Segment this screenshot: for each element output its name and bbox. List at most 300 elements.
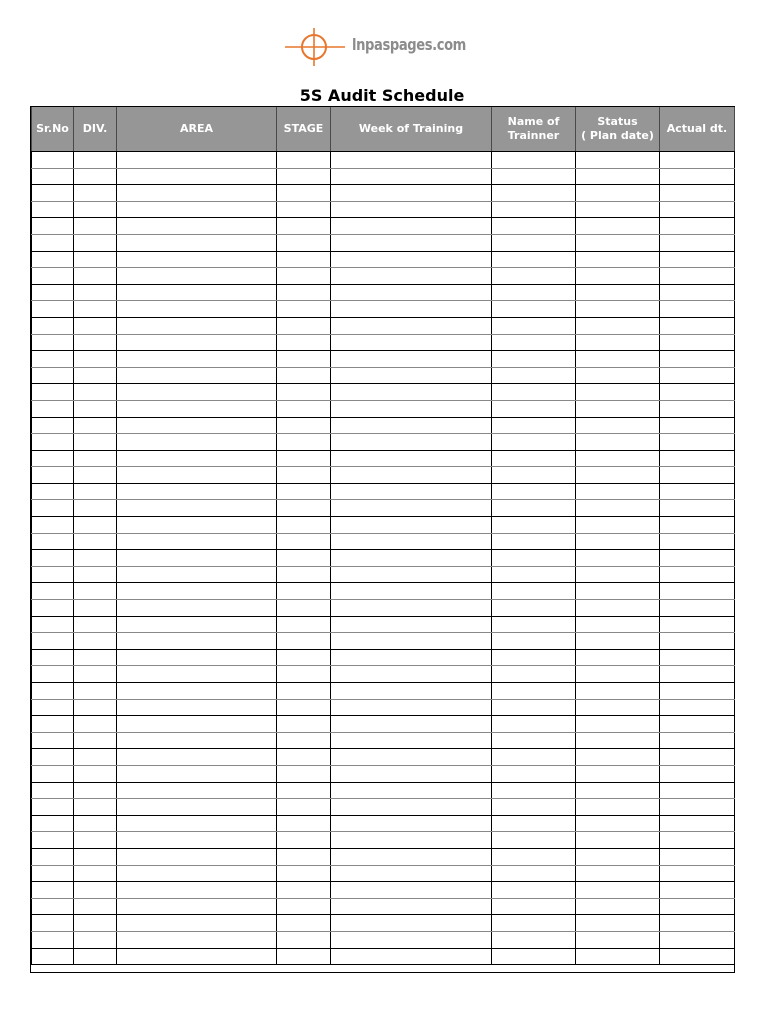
cell-area[interactable] <box>117 351 277 368</box>
cell-stage[interactable] <box>277 351 331 368</box>
cell-actual-date[interactable] <box>660 185 735 202</box>
cell-area[interactable] <box>117 732 277 749</box>
cell-sr-no[interactable] <box>32 268 74 285</box>
cell-actual-date[interactable] <box>660 500 735 517</box>
cell-actual-date[interactable] <box>660 417 735 434</box>
cell-sr-no[interactable] <box>32 931 74 948</box>
cell-status-plan-date[interactable] <box>576 848 660 865</box>
cell-area[interactable] <box>117 815 277 832</box>
cell-sr-no[interactable] <box>32 898 74 915</box>
cell-stage[interactable] <box>277 152 331 169</box>
cell-stage[interactable] <box>277 367 331 384</box>
cell-area[interactable] <box>117 782 277 799</box>
cell-sr-no[interactable] <box>32 832 74 849</box>
cell-sr-no[interactable] <box>32 334 74 351</box>
cell-div[interactable] <box>74 185 117 202</box>
cell-stage[interactable] <box>277 616 331 633</box>
cell-name-of-trainer[interactable] <box>492 566 576 583</box>
cell-name-of-trainer[interactable] <box>492 732 576 749</box>
cell-div[interactable] <box>74 931 117 948</box>
cell-stage[interactable] <box>277 931 331 948</box>
cell-status-plan-date[interactable] <box>576 550 660 567</box>
cell-area[interactable] <box>117 848 277 865</box>
cell-actual-date[interactable] <box>660 218 735 235</box>
cell-sr-no[interactable] <box>32 234 74 251</box>
cell-stage[interactable] <box>277 699 331 716</box>
cell-div[interactable] <box>74 848 117 865</box>
cell-status-plan-date[interactable] <box>576 152 660 169</box>
cell-name-of-trainer[interactable] <box>492 799 576 816</box>
cell-area[interactable] <box>117 483 277 500</box>
cell-area[interactable] <box>117 799 277 816</box>
cell-actual-date[interactable] <box>660 367 735 384</box>
cell-div[interactable] <box>74 201 117 218</box>
cell-week-of-training[interactable] <box>331 948 492 965</box>
cell-area[interactable] <box>117 168 277 185</box>
cell-name-of-trainer[interactable] <box>492 483 576 500</box>
cell-status-plan-date[interactable] <box>576 218 660 235</box>
cell-stage[interactable] <box>277 633 331 650</box>
cell-div[interactable] <box>74 500 117 517</box>
cell-week-of-training[interactable] <box>331 268 492 285</box>
cell-actual-date[interactable] <box>660 550 735 567</box>
cell-stage[interactable] <box>277 749 331 766</box>
cell-sr-no[interactable] <box>32 616 74 633</box>
cell-status-plan-date[interactable] <box>576 467 660 484</box>
cell-div[interactable] <box>74 948 117 965</box>
cell-week-of-training[interactable] <box>331 251 492 268</box>
cell-area[interactable] <box>117 334 277 351</box>
cell-area[interactable] <box>117 915 277 932</box>
cell-sr-no[interactable] <box>32 533 74 550</box>
cell-sr-no[interactable] <box>32 749 74 766</box>
cell-status-plan-date[interactable] <box>576 898 660 915</box>
cell-name-of-trainer[interactable] <box>492 782 576 799</box>
cell-area[interactable] <box>117 931 277 948</box>
cell-stage[interactable] <box>277 600 331 617</box>
cell-stage[interactable] <box>277 483 331 500</box>
cell-area[interactable] <box>117 384 277 401</box>
cell-week-of-training[interactable] <box>331 400 492 417</box>
cell-stage[interactable] <box>277 234 331 251</box>
cell-week-of-training[interactable] <box>331 234 492 251</box>
cell-week-of-training[interactable] <box>331 284 492 301</box>
cell-div[interactable] <box>74 666 117 683</box>
cell-div[interactable] <box>74 566 117 583</box>
cell-sr-no[interactable] <box>32 185 74 202</box>
cell-sr-no[interactable] <box>32 317 74 334</box>
cell-div[interactable] <box>74 583 117 600</box>
cell-week-of-training[interactable] <box>331 915 492 932</box>
cell-area[interactable] <box>117 268 277 285</box>
cell-name-of-trainer[interactable] <box>492 600 576 617</box>
cell-area[interactable] <box>117 301 277 318</box>
cell-area[interactable] <box>117 234 277 251</box>
cell-status-plan-date[interactable] <box>576 666 660 683</box>
cell-stage[interactable] <box>277 649 331 666</box>
cell-stage[interactable] <box>277 882 331 899</box>
cell-area[interactable] <box>117 152 277 169</box>
cell-sr-no[interactable] <box>32 782 74 799</box>
cell-sr-no[interactable] <box>32 815 74 832</box>
cell-status-plan-date[interactable] <box>576 832 660 849</box>
cell-area[interactable] <box>117 284 277 301</box>
cell-stage[interactable] <box>277 815 331 832</box>
cell-actual-date[interactable] <box>660 848 735 865</box>
cell-div[interactable] <box>74 517 117 534</box>
cell-status-plan-date[interactable] <box>576 400 660 417</box>
cell-name-of-trainer[interactable] <box>492 384 576 401</box>
cell-week-of-training[interactable] <box>331 483 492 500</box>
cell-div[interactable] <box>74 683 117 700</box>
cell-stage[interactable] <box>277 284 331 301</box>
cell-week-of-training[interactable] <box>331 815 492 832</box>
cell-div[interactable] <box>74 699 117 716</box>
cell-sr-no[interactable] <box>32 600 74 617</box>
cell-sr-no[interactable] <box>32 251 74 268</box>
cell-area[interactable] <box>117 500 277 517</box>
cell-name-of-trainer[interactable] <box>492 301 576 318</box>
cell-stage[interactable] <box>277 334 331 351</box>
cell-name-of-trainer[interactable] <box>492 550 576 567</box>
cell-div[interactable] <box>74 218 117 235</box>
cell-status-plan-date[interactable] <box>576 284 660 301</box>
cell-sr-no[interactable] <box>32 649 74 666</box>
cell-week-of-training[interactable] <box>331 152 492 169</box>
cell-area[interactable] <box>117 400 277 417</box>
cell-name-of-trainer[interactable] <box>492 367 576 384</box>
cell-week-of-training[interactable] <box>331 334 492 351</box>
cell-area[interactable] <box>117 616 277 633</box>
cell-sr-no[interactable] <box>32 799 74 816</box>
cell-name-of-trainer[interactable] <box>492 434 576 451</box>
cell-sr-no[interactable] <box>32 699 74 716</box>
cell-stage[interactable] <box>277 185 331 202</box>
cell-week-of-training[interactable] <box>331 683 492 700</box>
cell-week-of-training[interactable] <box>331 616 492 633</box>
cell-status-plan-date[interactable] <box>576 882 660 899</box>
cell-sr-no[interactable] <box>32 732 74 749</box>
cell-name-of-trainer[interactable] <box>492 152 576 169</box>
cell-div[interactable] <box>74 832 117 849</box>
cell-stage[interactable] <box>277 765 331 782</box>
cell-sr-no[interactable] <box>32 367 74 384</box>
cell-div[interactable] <box>74 765 117 782</box>
cell-week-of-training[interactable] <box>331 782 492 799</box>
cell-sr-no[interactable] <box>32 417 74 434</box>
cell-area[interactable] <box>117 898 277 915</box>
cell-area[interactable] <box>117 367 277 384</box>
cell-name-of-trainer[interactable] <box>492 931 576 948</box>
cell-actual-date[interactable] <box>660 434 735 451</box>
cell-name-of-trainer[interactable] <box>492 583 576 600</box>
cell-name-of-trainer[interactable] <box>492 450 576 467</box>
cell-sr-no[interactable] <box>32 400 74 417</box>
cell-sr-no[interactable] <box>32 848 74 865</box>
cell-status-plan-date[interactable] <box>576 649 660 666</box>
cell-name-of-trainer[interactable] <box>492 400 576 417</box>
cell-actual-date[interactable] <box>660 683 735 700</box>
cell-actual-date[interactable] <box>660 517 735 534</box>
cell-stage[interactable] <box>277 915 331 932</box>
cell-div[interactable] <box>74 600 117 617</box>
cell-name-of-trainer[interactable] <box>492 832 576 849</box>
cell-name-of-trainer[interactable] <box>492 683 576 700</box>
cell-stage[interactable] <box>277 865 331 882</box>
cell-week-of-training[interactable] <box>331 434 492 451</box>
cell-sr-no[interactable] <box>32 152 74 169</box>
cell-actual-date[interactable] <box>660 583 735 600</box>
cell-name-of-trainer[interactable] <box>492 284 576 301</box>
cell-actual-date[interactable] <box>660 616 735 633</box>
cell-actual-date[interactable] <box>660 765 735 782</box>
cell-area[interactable] <box>117 201 277 218</box>
cell-name-of-trainer[interactable] <box>492 649 576 666</box>
cell-status-plan-date[interactable] <box>576 367 660 384</box>
cell-area[interactable] <box>117 417 277 434</box>
cell-div[interactable] <box>74 384 117 401</box>
cell-stage[interactable] <box>277 799 331 816</box>
cell-week-of-training[interactable] <box>331 517 492 534</box>
cell-status-plan-date[interactable] <box>576 500 660 517</box>
cell-name-of-trainer[interactable] <box>492 633 576 650</box>
cell-area[interactable] <box>117 583 277 600</box>
cell-actual-date[interactable] <box>660 815 735 832</box>
cell-week-of-training[interactable] <box>331 384 492 401</box>
cell-actual-date[interactable] <box>660 915 735 932</box>
cell-week-of-training[interactable] <box>331 351 492 368</box>
cell-area[interactable] <box>117 865 277 882</box>
cell-div[interactable] <box>74 168 117 185</box>
cell-actual-date[interactable] <box>660 832 735 849</box>
cell-status-plan-date[interactable] <box>576 749 660 766</box>
cell-actual-date[interactable] <box>660 749 735 766</box>
cell-status-plan-date[interactable] <box>576 434 660 451</box>
cell-stage[interactable] <box>277 716 331 733</box>
cell-status-plan-date[interactable] <box>576 865 660 882</box>
cell-area[interactable] <box>117 882 277 899</box>
cell-status-plan-date[interactable] <box>576 533 660 550</box>
cell-name-of-trainer[interactable] <box>492 218 576 235</box>
cell-name-of-trainer[interactable] <box>492 351 576 368</box>
cell-status-plan-date[interactable] <box>576 633 660 650</box>
cell-div[interactable] <box>74 815 117 832</box>
cell-area[interactable] <box>117 749 277 766</box>
cell-status-plan-date[interactable] <box>576 268 660 285</box>
cell-area[interactable] <box>117 699 277 716</box>
cell-div[interactable] <box>74 152 117 169</box>
cell-actual-date[interactable] <box>660 384 735 401</box>
cell-status-plan-date[interactable] <box>576 815 660 832</box>
cell-name-of-trainer[interactable] <box>492 517 576 534</box>
cell-area[interactable] <box>117 434 277 451</box>
cell-area[interactable] <box>117 517 277 534</box>
cell-week-of-training[interactable] <box>331 882 492 899</box>
cell-status-plan-date[interactable] <box>576 799 660 816</box>
cell-name-of-trainer[interactable] <box>492 168 576 185</box>
cell-div[interactable] <box>74 284 117 301</box>
cell-stage[interactable] <box>277 848 331 865</box>
cell-div[interactable] <box>74 351 117 368</box>
cell-name-of-trainer[interactable] <box>492 848 576 865</box>
cell-status-plan-date[interactable] <box>576 384 660 401</box>
cell-div[interactable] <box>74 898 117 915</box>
cell-div[interactable] <box>74 483 117 500</box>
cell-actual-date[interactable] <box>660 566 735 583</box>
cell-status-plan-date[interactable] <box>576 716 660 733</box>
cell-div[interactable] <box>74 732 117 749</box>
cell-name-of-trainer[interactable] <box>492 417 576 434</box>
cell-week-of-training[interactable] <box>331 633 492 650</box>
cell-div[interactable] <box>74 550 117 567</box>
cell-status-plan-date[interactable] <box>576 185 660 202</box>
cell-stage[interactable] <box>277 898 331 915</box>
cell-status-plan-date[interactable] <box>576 782 660 799</box>
cell-sr-no[interactable] <box>32 882 74 899</box>
cell-actual-date[interactable] <box>660 931 735 948</box>
cell-status-plan-date[interactable] <box>576 334 660 351</box>
cell-actual-date[interactable] <box>660 898 735 915</box>
cell-week-of-training[interactable] <box>331 301 492 318</box>
cell-sr-no[interactable] <box>32 550 74 567</box>
cell-sr-no[interactable] <box>32 483 74 500</box>
cell-div[interactable] <box>74 334 117 351</box>
cell-week-of-training[interactable] <box>331 550 492 567</box>
cell-div[interactable] <box>74 268 117 285</box>
cell-status-plan-date[interactable] <box>576 483 660 500</box>
cell-div[interactable] <box>74 301 117 318</box>
cell-stage[interactable] <box>277 450 331 467</box>
cell-div[interactable] <box>74 749 117 766</box>
cell-actual-date[interactable] <box>660 467 735 484</box>
cell-status-plan-date[interactable] <box>576 915 660 932</box>
cell-actual-date[interactable] <box>660 152 735 169</box>
cell-week-of-training[interactable] <box>331 367 492 384</box>
cell-area[interactable] <box>117 832 277 849</box>
cell-actual-date[interactable] <box>660 284 735 301</box>
cell-stage[interactable] <box>277 317 331 334</box>
cell-actual-date[interactable] <box>660 666 735 683</box>
cell-name-of-trainer[interactable] <box>492 948 576 965</box>
cell-week-of-training[interactable] <box>331 600 492 617</box>
cell-status-plan-date[interactable] <box>576 732 660 749</box>
cell-area[interactable] <box>117 948 277 965</box>
cell-week-of-training[interactable] <box>331 716 492 733</box>
cell-week-of-training[interactable] <box>331 218 492 235</box>
cell-sr-no[interactable] <box>32 201 74 218</box>
cell-stage[interactable] <box>277 517 331 534</box>
cell-actual-date[interactable] <box>660 649 735 666</box>
cell-area[interactable] <box>117 716 277 733</box>
cell-div[interactable] <box>74 716 117 733</box>
cell-name-of-trainer[interactable] <box>492 815 576 832</box>
cell-name-of-trainer[interactable] <box>492 882 576 899</box>
cell-actual-date[interactable] <box>660 301 735 318</box>
cell-actual-date[interactable] <box>660 600 735 617</box>
cell-status-plan-date[interactable] <box>576 765 660 782</box>
cell-name-of-trainer[interactable] <box>492 898 576 915</box>
cell-sr-no[interactable] <box>32 666 74 683</box>
cell-sr-no[interactable] <box>32 566 74 583</box>
cell-sr-no[interactable] <box>32 351 74 368</box>
cell-div[interactable] <box>74 915 117 932</box>
cell-actual-date[interactable] <box>660 234 735 251</box>
cell-sr-no[interactable] <box>32 450 74 467</box>
cell-sr-no[interactable] <box>32 434 74 451</box>
cell-stage[interactable] <box>277 168 331 185</box>
cell-stage[interactable] <box>277 782 331 799</box>
cell-week-of-training[interactable] <box>331 848 492 865</box>
cell-week-of-training[interactable] <box>331 799 492 816</box>
cell-sr-no[interactable] <box>32 517 74 534</box>
cell-area[interactable] <box>117 566 277 583</box>
cell-name-of-trainer[interactable] <box>492 699 576 716</box>
cell-sr-no[interactable] <box>32 301 74 318</box>
cell-name-of-trainer[interactable] <box>492 251 576 268</box>
cell-sr-no[interactable] <box>32 765 74 782</box>
cell-area[interactable] <box>117 649 277 666</box>
cell-name-of-trainer[interactable] <box>492 317 576 334</box>
cell-sr-no[interactable] <box>32 915 74 932</box>
cell-area[interactable] <box>117 633 277 650</box>
cell-stage[interactable] <box>277 467 331 484</box>
cell-status-plan-date[interactable] <box>576 600 660 617</box>
cell-div[interactable] <box>74 450 117 467</box>
cell-name-of-trainer[interactable] <box>492 201 576 218</box>
cell-name-of-trainer[interactable] <box>492 268 576 285</box>
cell-status-plan-date[interactable] <box>576 168 660 185</box>
cell-week-of-training[interactable] <box>331 417 492 434</box>
cell-status-plan-date[interactable] <box>576 301 660 318</box>
cell-area[interactable] <box>117 533 277 550</box>
cell-week-of-training[interactable] <box>331 666 492 683</box>
cell-week-of-training[interactable] <box>331 467 492 484</box>
cell-div[interactable] <box>74 317 117 334</box>
cell-area[interactable] <box>117 666 277 683</box>
cell-week-of-training[interactable] <box>331 699 492 716</box>
cell-div[interactable] <box>74 367 117 384</box>
cell-week-of-training[interactable] <box>331 832 492 849</box>
cell-sr-no[interactable] <box>32 384 74 401</box>
cell-status-plan-date[interactable] <box>576 234 660 251</box>
cell-week-of-training[interactable] <box>331 566 492 583</box>
cell-sr-no[interactable] <box>32 633 74 650</box>
cell-week-of-training[interactable] <box>331 450 492 467</box>
cell-name-of-trainer[interactable] <box>492 865 576 882</box>
cell-div[interactable] <box>74 865 117 882</box>
cell-area[interactable] <box>117 765 277 782</box>
cell-name-of-trainer[interactable] <box>492 749 576 766</box>
cell-div[interactable] <box>74 882 117 899</box>
cell-area[interactable] <box>117 185 277 202</box>
cell-stage[interactable] <box>277 268 331 285</box>
cell-stage[interactable] <box>277 500 331 517</box>
cell-sr-no[interactable] <box>32 168 74 185</box>
cell-actual-date[interactable] <box>660 782 735 799</box>
cell-name-of-trainer[interactable] <box>492 185 576 202</box>
cell-sr-no[interactable] <box>32 716 74 733</box>
cell-status-plan-date[interactable] <box>576 251 660 268</box>
cell-stage[interactable] <box>277 218 331 235</box>
cell-sr-no[interactable] <box>32 948 74 965</box>
cell-name-of-trainer[interactable] <box>492 533 576 550</box>
cell-name-of-trainer[interactable] <box>492 915 576 932</box>
cell-stage[interactable] <box>277 948 331 965</box>
cell-stage[interactable] <box>277 566 331 583</box>
cell-stage[interactable] <box>277 666 331 683</box>
cell-status-plan-date[interactable] <box>576 948 660 965</box>
cell-stage[interactable] <box>277 583 331 600</box>
